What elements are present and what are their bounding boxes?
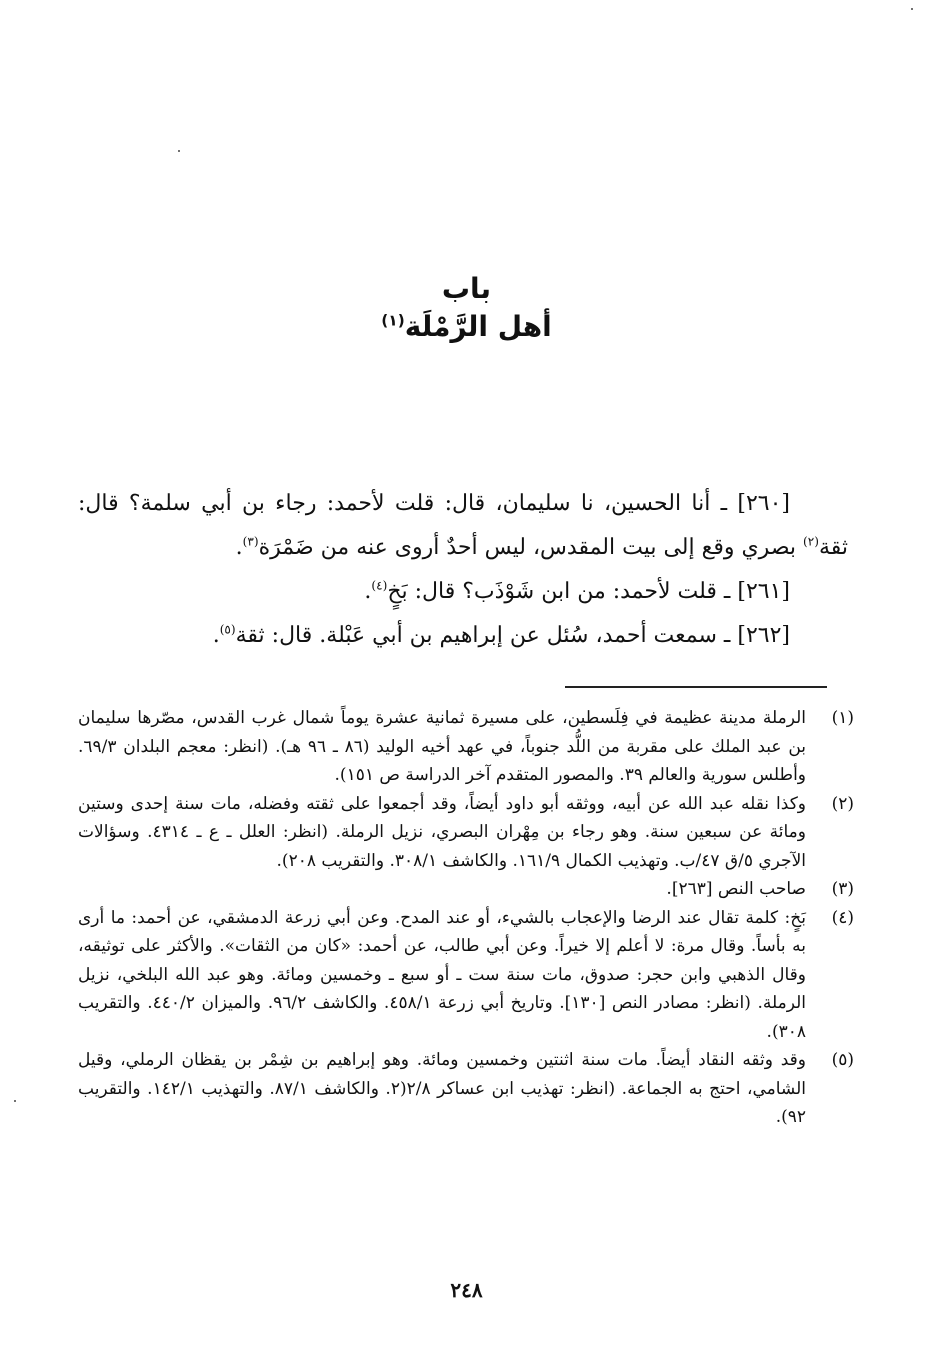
footnote-ref: (٤) xyxy=(371,578,388,593)
footnote-1 xyxy=(78,704,854,790)
footnote-text: صاحب النص [٢٦٣]. xyxy=(666,879,806,899)
scan-speck xyxy=(14,1100,16,1102)
footnote-ref: (١) xyxy=(381,311,405,330)
chapter-title-line1: باب xyxy=(441,272,492,305)
footnote-ref: (٢) xyxy=(803,534,819,549)
entry-262 xyxy=(78,614,848,658)
footnote-text: وقد وثقه النقاد أيضاً. مات سنة اثنتين وخمسين ومائة. وهو إبراهيم بن شِمْر بن يقظان الرملي، وقيل الشامي، احتج به الجماعة. (انظر: تهذيب ابن عساكر ٢/٨(٢. والكاشف ٨٧/١. والتهذيب ١٤٢/١. والتقريب ٩٢). xyxy=(78,1050,806,1127)
footnote-ref: (٥) xyxy=(219,622,236,637)
entry-text: [٢٦٢] ـ سمعت أحمد، سُئل عن إبراهيم بن أبي عَبْلة. قال: ثقة xyxy=(235,623,790,648)
footnote-number: (٤) xyxy=(831,907,854,928)
entry-text: [٢٦١] ـ قلت لأحمد: من ابن شَوْذَب؟ قال: بَخٍ xyxy=(387,579,790,604)
footnote-4 xyxy=(78,904,854,1047)
footnote-text: الرملة مدينة عظيمة في فِلَسطين، على مسيرة ثمانية عشرة يوماً شمال غرب القدس، مصّرها سليمان بن عبد الملك على مقربة من اللُّد جنوباً، في عهد أخيه الوليد (٨٦ ـ ٩٦ هـ). (انظر: معجم البلدان ٦٩/٣. وأطلس سورية والعالم ٣٩. والمصور المتقدم آخر الدراسة ص ١٥١). xyxy=(78,708,806,785)
footnote-text: بَخٍ: كلمة تقال عند الرضا والإعجاب بالشيء، أو عند المدح. وعن أبي زرعة الدمشقي، عن أحمد: ما أرى به بأساً. وقال مرة: لا أعلم إلا خيراً. وعن أبي طالب، عن أحمد: «كان من الثقات». والأكثر على توثيقه، وقال الذهبي وابن حجر: صدوق، مات سنة ست ـ أو سبع ـ وخمسين ومائة. وهو عبد الله البلخي، نزيل الرملة. (انظر: مصادر النص [١٣٠]. وتاريخ أبي زرعة ٤٥٨/١. والكاشف ٩٦/٢. والميزان ٤٤٠/٢. والتقريب ٣٠٨). xyxy=(78,907,806,1042)
scan-speck xyxy=(178,150,180,152)
entry-text: . xyxy=(235,535,243,560)
scan-speck xyxy=(911,8,913,10)
entry-261 xyxy=(78,570,848,614)
page-number: ٢٤٨ xyxy=(450,1278,483,1302)
entry-text: [٢٦٠] ـ أنا الحسين، نا سليمان، قال: قلت لأحمد: رجاء بن أبي سلمة؟ قال: ثقة xyxy=(78,491,848,560)
footnote-number: (٥) xyxy=(831,1050,854,1070)
footnote-number: (١) xyxy=(831,708,854,728)
footnote-5 xyxy=(78,1046,854,1132)
footnote-2 xyxy=(78,790,854,876)
entry-260 xyxy=(78,482,848,570)
chapter-heading xyxy=(0,270,933,346)
chapter-title-line2 xyxy=(0,308,933,346)
entry-text: . xyxy=(364,579,372,604)
footnotes xyxy=(78,704,854,1132)
footnote-ref: (٣) xyxy=(242,534,259,549)
chapter-title-text: أهل الرَّمْلَة xyxy=(404,310,552,343)
footnote-text: وكذا نقله عبد الله عن أبيه، ووثقه أبو داود أيضاً، وقد أجمعوا على ثقته وفضله، مات سنة إحدى وستين ومائة عن سبعين سنة. وهو رجاء بن مِهْران البصري، نزيل الرملة. (انظر: العلل ـ ع ـ ٤٣١٤. وسؤالات الآجري ٥/ق ٤٧/ب. وتهذيب الكمال ١٦١/٩. والكاشف ٣٠٨/١. والتقريب ٢٠٨). xyxy=(78,793,806,871)
entry-text: . xyxy=(212,623,220,648)
entry-text: بصري وقع إلى بيت المقدس، ليس أحدٌ أروى عنه من ضَمْرَة xyxy=(258,535,804,560)
footnote-number: (٢) xyxy=(831,793,854,814)
footnote-number: (٣) xyxy=(831,879,854,899)
footnote-separator xyxy=(565,686,827,688)
footnote-3 xyxy=(78,875,854,904)
main-text xyxy=(78,482,848,658)
